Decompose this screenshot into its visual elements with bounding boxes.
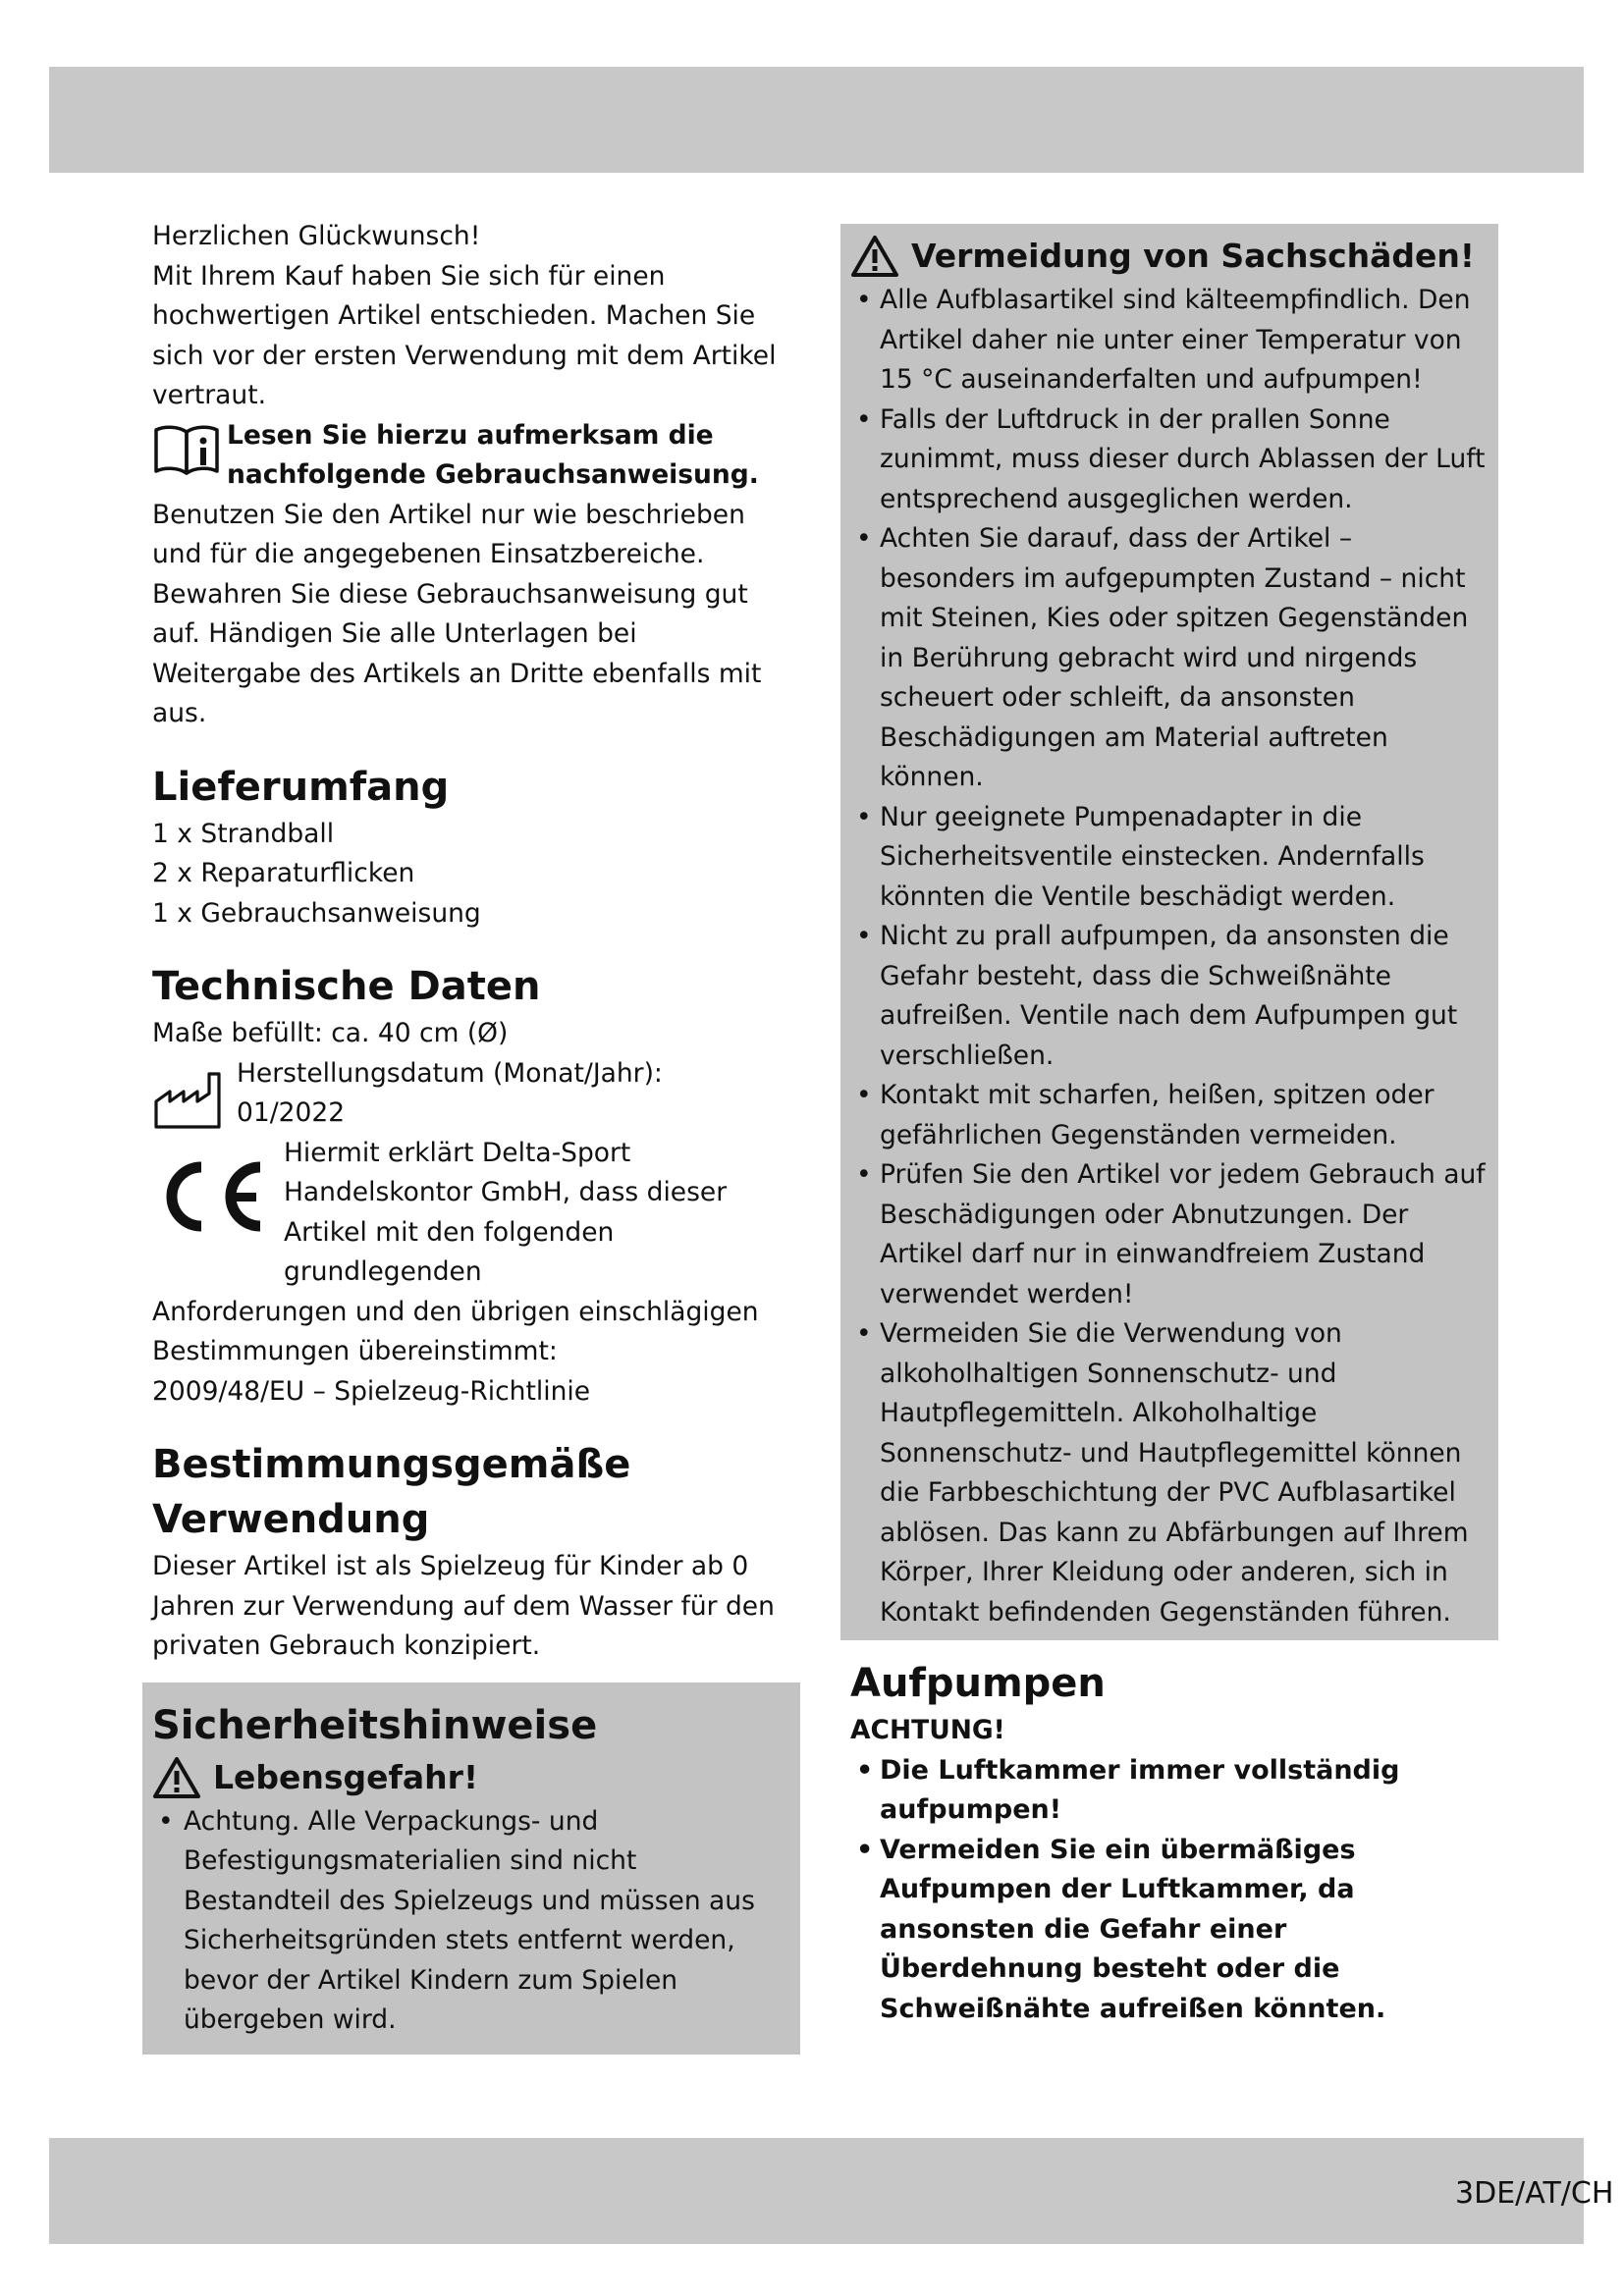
list-item: • Vermeiden Sie ein übermäßiges Aufpumpen der Luftkammer, da ansonsten die Gefahr einer Überdehnung besteht oder die Schweißnähte aufreißen könnten. bbox=[850, 1831, 1479, 2030]
manufacture-label: Herstellungsdatum (Monat/Jahr): bbox=[237, 1057, 663, 1089]
dimensions: Maße befüllt: ca. 40 cm (Ø) bbox=[152, 1018, 509, 1048]
caution-label: ACHTUNG! bbox=[850, 1715, 1005, 1745]
inflate-heading: Aufpumpen bbox=[850, 1661, 1106, 1706]
list-item: 1 x Strandball bbox=[152, 818, 335, 849]
read-notice-text: Lesen Sie hierzu aufmerksam die nachfolgende Gebrauchsanweisung. bbox=[227, 419, 759, 490]
greeting: Herzlichen Glückwunsch! bbox=[152, 221, 481, 251]
ce-text: Hiermit erklärt Delta-Sport Handelskontor GmbH, dass dieser Artikel mit den folgenden grundlegenden bbox=[284, 1137, 728, 1287]
read-notice bbox=[152, 416, 781, 496]
intended-use-text: Dieser Artikel ist als Spielzeug für Kinder ab 0 Jahren zur Verwendung auf dem Wasser für den privaten Gebrauch konzipiert. bbox=[152, 1551, 775, 1661]
ce-row bbox=[152, 1134, 781, 1293]
warning-triangle-icon bbox=[152, 1756, 201, 1799]
warning-triangle-icon bbox=[850, 235, 899, 278]
list-item: • Falls der Luftdruck in der prallen Sonne zunimmt, muss dieser durch Ablassen der Luft entsprechend ausgeglichen werden. bbox=[850, 400, 1489, 520]
manufacture-date: 01/2022 bbox=[237, 1097, 346, 1128]
safety-box bbox=[142, 1682, 800, 2055]
list-item: • Achten Sie darauf, dass der Artikel – besonders im aufgepumpten Zustand – nicht mit Steinen, Kies oder spitzen Gegenständen in Berührung gebracht wird und nirgends scheuert oder schleift, da ansonsten Beschädigungen am Material auftreten können. bbox=[850, 519, 1489, 798]
list-item: • Alle Aufblasartikel sind kälteempfindlich. Den Artikel daher nie unter einer Temperatur von 15 °C auseinanderfalten und aufpumpen! bbox=[850, 281, 1489, 400]
scope-list bbox=[152, 815, 781, 934]
scope-heading: Lieferumfang bbox=[152, 764, 450, 810]
manufacture-row bbox=[152, 1054, 781, 1134]
property-damage-box bbox=[840, 224, 1498, 1640]
intended-use-heading: Bestimmungsgemäße Verwendung bbox=[152, 1442, 631, 1542]
ce-mark-icon bbox=[152, 1155, 272, 1234]
property-damage-list bbox=[850, 281, 1489, 1632]
list-item: 1 x Gebrauchsanweisung bbox=[152, 897, 481, 929]
list-item: • Nur geeignete Pumpenadapter in die Sicherheitsventile einstecken. Andernfalls könnten die Ventile beschädigt werden. bbox=[850, 798, 1489, 918]
list-item: • Achtung. Alle Verpackungs- und Befestigungsmaterialien sind nicht Bestandteil des Spielzeugs und müssen aus Sicherheitsgründen stets entfernt werden, bevor der Artikel Kindern zum Spielen übergeben wird. bbox=[152, 1802, 790, 2041]
page-number: 3DE/AT/CH bbox=[1455, 2176, 1614, 2211]
left-column bbox=[152, 217, 781, 2055]
footer-band bbox=[49, 2138, 1614, 2244]
inflate-list bbox=[850, 1751, 1479, 2030]
list-item: • Prüfen Sie den Artikel vor jedem Gebrauch auf Beschädigungen oder Abnutzungen. Der Artikel darf nur in einwandfreiem Zustand verwendet werden! bbox=[850, 1155, 1489, 1314]
tech-heading: Technische Daten bbox=[152, 964, 541, 1009]
danger-title bbox=[152, 1753, 790, 1802]
usage-text: Benutzen Sie den Artikel nur wie beschrieben und für die angegebenen Einsatzbereiche. Bewahren Sie diese Gebrauchsanweisung gut auf. Händigen Sie alle Unterlagen bei Weitergabe des Artikels an Dritte ebenfalls mit aus. bbox=[152, 499, 762, 728]
list-item: • Kontakt mit scharfen, heißen, spitzen oder gefährlichen Gegenständen vermeiden. bbox=[850, 1076, 1489, 1155]
safety-heading: Sicherheitshinweise bbox=[152, 1702, 598, 1748]
property-damage-title bbox=[850, 232, 1489, 281]
safety-list bbox=[152, 1802, 790, 2041]
manual-book-icon bbox=[152, 424, 221, 477]
danger-title-text: Lebensgefahr! bbox=[213, 1757, 478, 1796]
intro-text: Mit Ihrem Kauf haben Sie sich für einen hochwertigen Artikel entschieden. Machen Sie sich vor der ersten Verwendung mit dem Artikel vertraut. bbox=[152, 260, 777, 410]
list-item: • Die Luftkammer immer vollständig aufpumpen! bbox=[850, 1751, 1479, 1831]
property-damage-title-text: Vermeidung von Sachschäden! bbox=[911, 237, 1475, 275]
directive: 2009/48/EU – Spielzeug-Richtlinie bbox=[152, 1375, 591, 1407]
list-item: • Vermeiden Sie die Verwendung von alkoholhaltigen Sonnenschutz- und Hautpflegemitteln. Alkoholhaltige Sonnenschutz- und Hautpflegemittel können die Farbbeschichtung der PVC Aufblasartikel ablösen. Das kann zu Abfärbungen auf Ihrem Körper, Ihrer Kleidung oder anderen, sich in Kontakt befindenden Gegenständen führen. bbox=[850, 1314, 1489, 1632]
list-item: 2 x Reparaturflicken bbox=[152, 858, 415, 888]
ce-text-cont: Anforderungen und den übrigen einschlägigen Bestimmungen übereinstimmt: bbox=[152, 1296, 759, 1366]
list-item: • Nicht zu prall aufpumpen, da ansonsten die Gefahr besteht, dass die Schweißnähte aufreißen. Ventile nach dem Aufpumpen gut verschließen. bbox=[850, 917, 1489, 1076]
header-band bbox=[49, 67, 1584, 173]
factory-date-icon bbox=[152, 1070, 223, 1131]
right-column bbox=[850, 224, 1486, 2029]
